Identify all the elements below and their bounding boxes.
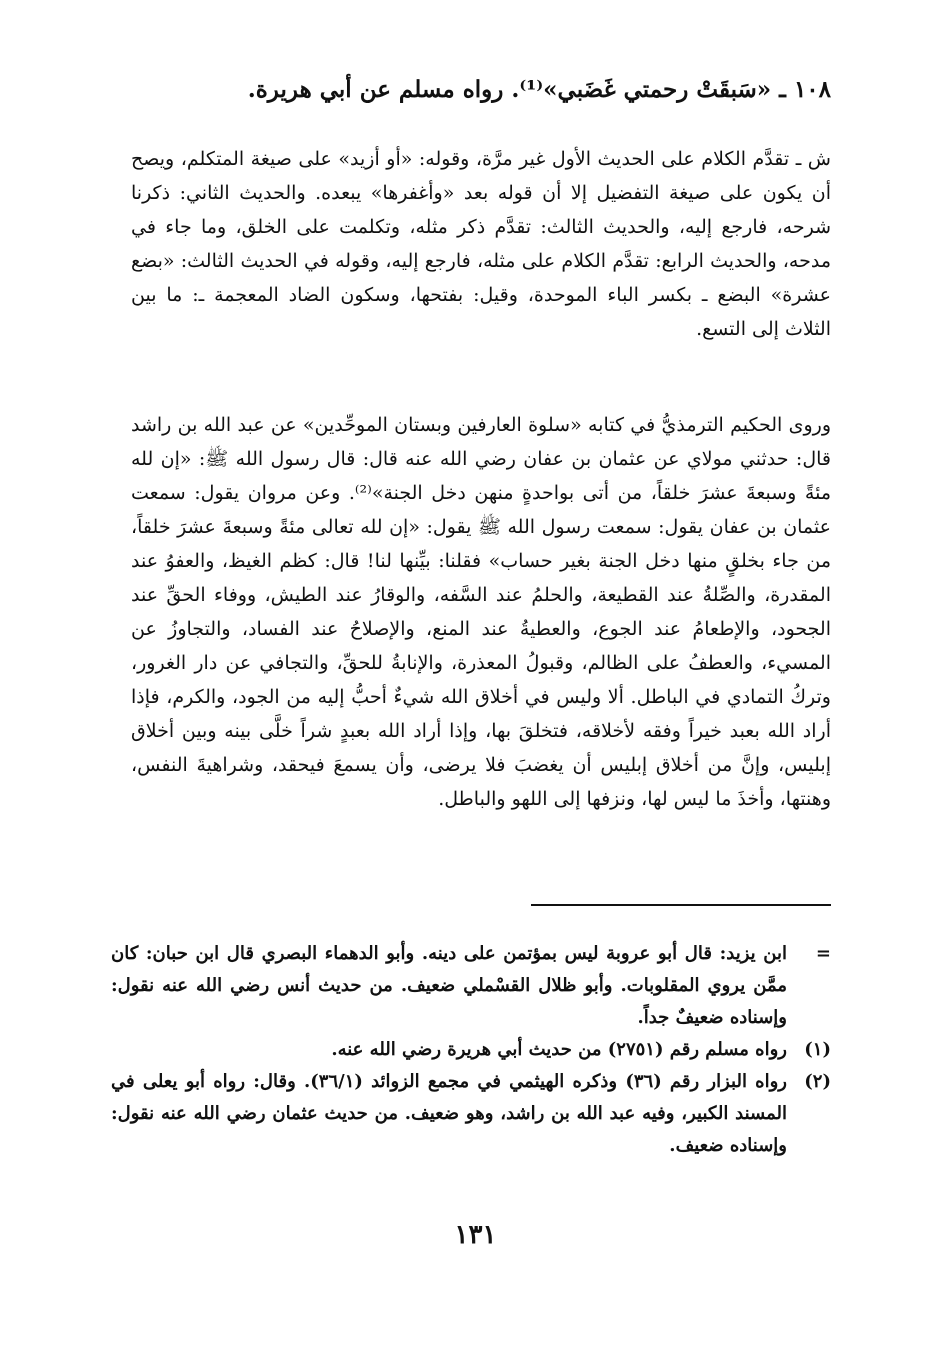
page-number: ١٣١ — [454, 1220, 497, 1250]
footnote-text: رواه البزار رقم (٣٦) وذكره الهيثمي في مجمع الزوائد (٣٦/١). وقال: رواه أبو يعلى في المسند الكبير، وفيه عبد الله بن راشد، وهو ضعيف. من حديث عثمان رضي الله عنه نقول: وإسناده ضعيف. — [111, 1071, 788, 1156]
footnote-continued — [111, 938, 831, 1034]
footnotes — [111, 938, 831, 1162]
footnote-1 — [111, 1034, 831, 1066]
footnote-text: رواه مسلم رقم (٢٧٥١) من حديث أبي هريرة رضي الله عنه. — [331, 1039, 787, 1060]
commentary-paragraph: ش ـ تقدَّم الكلام على الحديث الأول غير مرَّة، وقوله: «أو أزيد» على صيغة المتكلم، ويصح أن يكون على صيغة التفضيل إلا أن قوله بعد «وأغفرها» يبعده. والحديث الثاني: ذكرنا شرحه، فارجع إليه، والحديث الثالث: تقدَّم ذكر مثله، وتكلمت على الخلق، وما جاء في مدحه، والحديث الرابع: تقدَّم الكلام على مثله، فارجع إليه، وقوله في الحديث الثالث: «بضع عشرة» البضع ـ بكسر الباء الموحدة، وقيل: بفتحها، وسكون الضاد المعجمة ـ: ما بين الثلاث إلى التسع. — [131, 148, 831, 340]
hadith-heading: ١٠٨ ـ «سَبقَتْ رحمتي غَضَبي»⁽¹⁾. رواه مسلم عن أبي هريرة. — [247, 76, 831, 103]
footnote-divider — [531, 904, 831, 906]
narration-paragraph: وروى الحكيم الترمذيُّ في كتابه «سلوة العارفين وبستان الموحِّدين» عن عبد الله بن راشد قال: حدثني مولاي عن عثمان بن عفان رضي الله عنه قال: قال رسول الله ﷺ: «إن لله مئةً وسبعةَ عشرَ خلقاً، من أتى بواحدةٍ منهن دخل الجنة»⁽²⁾. وعن مروان يقول: سمعت عثمان بن عفان يقول: سمعت رسول الله ﷺ يقول: «إن لله تعالى مئةً وسبعةَ عشرَ خلقاً، من جاء بخلقٍ منها دخل الجنة بغير حساب» فقلنا: بيِّنها لنا! قال: كظم الغيظ، والعفوُ عند المقدرة، والصِّلةُ عند القطيعة، والحلمُ عند السَّفه، والوقارُ عند الطيش، ووفاء الحقِّ عند الجحود، والإطعامُ عند الجوع، والعطيةُ عند المنع، والإصلاحُ عند الفساد، والتجاوزُ عن المسيء، والعطفُ على الظالم، وقبولُ المعذرة، والإنابةُ للحقِّ، والتجافي عن دار الغرور، وتركُ التمادي في الباطل. ألا وليس في أخلاق الله شيءٌ أحبُّ إليه من الجود، والكرم، فإذا أراد الله بعبد خيراً وفقه لأخلاقه، فتخلقَ بها، وإذا أراد الله بعبدٍ شراً خلَّى بينه وبين أخلاق إبليس، وإنَّ من أخلاق إبليس أن يغضبَ فلا يرضى، وأن يسمعَ فيحقد، وشراهيةَ النفس، وهنتها، وأخذَ ما ليس لها، ونزفها إلى اللهو والباطل. — [131, 414, 831, 810]
footnote-2 — [111, 1066, 831, 1162]
footnote-mark: (٢) — [804, 1071, 831, 1092]
footnote-mark: (١) — [804, 1039, 831, 1060]
footnote-text: ابن يزيد: قال أبو عروبة ليس بمؤتمن على دينه. وأبو الدهماء البصري قال ابن حبان: كان ممَّن يروي المقلوبات. وأبو ظلال القسْملي ضعيف. من حديث أنس رضي الله عنه نقول: وإسناده ضعيفٌ جداً. — [111, 943, 787, 1028]
footnote-mark: = — [815, 943, 831, 964]
